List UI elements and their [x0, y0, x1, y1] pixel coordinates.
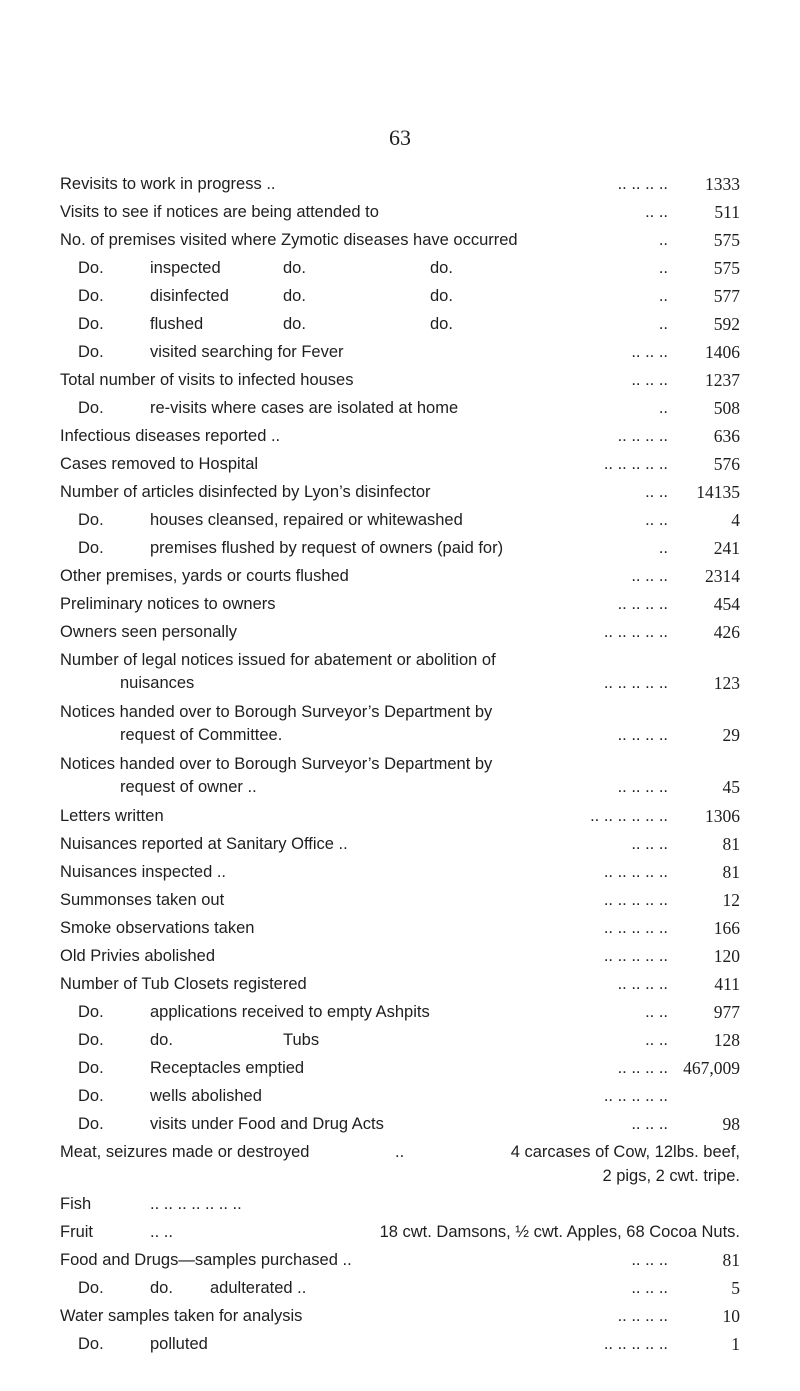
row-leader: .. .. .. [631, 1279, 668, 1297]
row-label: Notices handed over to Borough Surveyor’s Department by [60, 755, 493, 773]
table-row [60, 1110, 740, 1138]
table-row [60, 1054, 740, 1082]
row-column-c2: adulterated .. [210, 1279, 307, 1297]
row-value: 1 [731, 1334, 740, 1354]
row-leader: .. [658, 539, 668, 557]
row-label-continued: nuisances [120, 674, 195, 692]
row-value: 4 [731, 510, 740, 530]
row-value: 120 [713, 946, 740, 966]
row-value: 576 [713, 454, 740, 474]
table-row [60, 478, 740, 506]
table-row [60, 646, 740, 698]
row-leader: .. .. .. .. .. [603, 455, 668, 473]
row-value: 575 [713, 230, 740, 250]
table-row [60, 310, 740, 338]
row-label: Other premises, yards or courts flushed [60, 567, 349, 585]
row-leader: .. [658, 315, 668, 333]
row-label: Number of Tub Closets registered [60, 975, 307, 993]
row-leader: .. .. [645, 203, 668, 221]
row-leader: .. .. .. [631, 343, 668, 361]
row-value: 12 [722, 890, 740, 910]
row-label-continued: request of owner .. [120, 778, 257, 796]
row-leader: .. [658, 287, 668, 305]
row-column-c2: do. [283, 259, 306, 277]
row-value: 508 [713, 398, 740, 418]
row-value: 98 [722, 1114, 740, 1134]
row-label: Visits to see if notices are being attended to [60, 203, 379, 221]
table-row [60, 1082, 740, 1110]
table-row [60, 254, 740, 282]
row-leader: .. .. [150, 1223, 173, 1241]
table-row [60, 942, 740, 970]
row-label: Nuisances inspected .. [60, 863, 227, 881]
row-column-c1: wells abolished [150, 1087, 262, 1105]
row-column-c2: do. [283, 315, 306, 333]
table-row [60, 1330, 740, 1358]
row-leader: .. .. .. [631, 371, 668, 389]
table-row [60, 590, 740, 618]
table-row [60, 282, 740, 310]
row-leader: .. .. .. .. [617, 595, 668, 613]
row-value: 411 [714, 974, 740, 994]
row-ditto: Do. [78, 511, 104, 529]
row-leader: .. .. .. .. .. [603, 1087, 668, 1105]
row-ditto: Do. [78, 1115, 104, 1133]
row-leader: .. .. .. .. .. [603, 623, 668, 641]
row-label: Number of articles disinfected by Lyon’s disinfector [60, 483, 431, 501]
row-column-c1: inspected [150, 259, 221, 277]
row-label: Nuisances reported at Sanitary Office .. [60, 835, 348, 853]
row-value: 1333 [705, 174, 740, 194]
table-row [60, 998, 740, 1026]
row-label: Cases removed to Hospital [60, 455, 259, 473]
row-leader: .. .. .. .. .. [603, 919, 668, 937]
table-row [60, 366, 740, 394]
row-column-c1: visited searching for Fever [150, 343, 344, 361]
table-row [60, 338, 740, 366]
row-value: 1406 [705, 342, 740, 362]
table-row [60, 422, 740, 450]
row-value: 14135 [696, 482, 740, 502]
row-column-c1: do. [150, 1031, 173, 1049]
row-ditto: Do. [78, 1279, 104, 1297]
row-label: Meat, seizures made or destroyed [60, 1143, 310, 1161]
table-row [60, 698, 740, 750]
row-value: 18 cwt. Damsons, ½ cwt. Apples, 68 Cocoa Nuts. [379, 1223, 740, 1241]
table-row [60, 562, 740, 590]
row-column-c3: do. [430, 315, 453, 333]
table-row [60, 534, 740, 562]
row-column-c1: premises flushed by request of owners (paid for) [150, 539, 504, 557]
table-row [60, 1026, 740, 1054]
row-value: 592 [713, 314, 740, 334]
row-value: 636 [713, 426, 740, 446]
row-leader: .. .. .. .. [617, 1307, 668, 1325]
row-value: 467,009 [683, 1058, 740, 1078]
row-column-c1: disinfected [150, 287, 229, 305]
row-ditto: Do. [78, 539, 104, 557]
row-ditto: Do. [78, 399, 104, 417]
row-leader: .. .. [645, 511, 668, 529]
row-leader: .. .. .. .. [617, 1059, 668, 1077]
table-row [60, 198, 740, 226]
row-value: 2314 [705, 566, 740, 586]
row-value: 241 [713, 538, 740, 558]
row-column-c1: flushed [150, 315, 204, 333]
row-leader: .. .. .. .. .. .. [590, 807, 668, 825]
row-value: 10 [722, 1306, 740, 1326]
row-value: 166 [713, 918, 740, 938]
row-ditto: Do. [78, 1059, 104, 1077]
row-leader: .. [658, 231, 668, 249]
row-leader: .. .. .. .. [617, 975, 668, 993]
row-leader: .. .. .. .. .. [603, 674, 668, 692]
table-row [60, 394, 740, 422]
statistics-table [60, 170, 740, 1358]
table-row [60, 506, 740, 534]
row-leader: .. .. .. .. .. [603, 947, 668, 965]
row-column-c1: applications received to empty Ashpits [150, 1003, 430, 1021]
table-row-fish [60, 1190, 740, 1218]
row-value: 1306 [705, 806, 740, 826]
row-leader: .. [658, 259, 668, 277]
row-label: Letters written [60, 807, 164, 825]
row-label: Old Privies abolished [60, 947, 215, 965]
row-value: 29 [722, 725, 740, 745]
row-value: 1237 [705, 370, 740, 390]
row-ditto: Do. [78, 1003, 104, 1021]
row-leader: .. [395, 1143, 405, 1161]
row-column-c3: do. [430, 287, 453, 305]
table-row [60, 886, 740, 914]
row-label-continued: request of Committee. [120, 726, 283, 744]
row-leader: .. .. .. .. [617, 726, 668, 744]
row-label: Total number of visits to infected houses [60, 371, 354, 389]
row-label: Preliminary notices to owners [60, 595, 276, 613]
row-value: 454 [713, 594, 740, 614]
row-leader: .. .. .. [631, 1251, 668, 1269]
row-label: Number of legal notices issued for abatement or abolition of [60, 651, 496, 669]
row-column-c1: re-visits where cases are isolated at home [150, 399, 459, 417]
row-column-c3: do. [430, 259, 453, 277]
table-row-meat [60, 1138, 740, 1190]
row-value: 81 [722, 862, 740, 882]
row-value: 426 [713, 622, 740, 642]
row-column-c1: Receptacles emptied [150, 1059, 305, 1077]
row-leader: .. .. .. [631, 1115, 668, 1133]
row-ditto: Do. [78, 287, 104, 305]
row-ditto: Do. [78, 315, 104, 333]
row-column-c1: visits under Food and Drug Acts [150, 1115, 384, 1133]
row-value: 123 [713, 673, 740, 693]
row-leader: .. .. .. .. .. [603, 863, 668, 881]
table-row-fruit [60, 1218, 740, 1246]
row-label: No. of premises visited where Zymotic diseases have occurred [60, 231, 518, 249]
row-label: Infectious diseases reported .. [60, 427, 281, 445]
row-label: Smoke observations taken [60, 919, 255, 937]
table-row [60, 1302, 740, 1330]
table-row [60, 750, 740, 802]
row-value: 128 [713, 1030, 740, 1050]
row-ditto: Do. [78, 1087, 104, 1105]
row-value: 81 [722, 834, 740, 854]
table-row [60, 226, 740, 254]
row-value: 511 [714, 202, 740, 222]
row-label: Fruit [60, 1223, 93, 1241]
row-column-c1: polluted [150, 1335, 208, 1353]
table-row [60, 970, 740, 998]
row-column-c1: do. [150, 1279, 173, 1297]
table-row [60, 802, 740, 830]
row-value: 45 [722, 777, 740, 797]
table-row [60, 830, 740, 858]
row-label: Notices handed over to Borough Surveyor’s Department by [60, 703, 493, 721]
table-row [60, 914, 740, 942]
row-ditto: Do. [78, 1031, 104, 1049]
row-label: Fish [60, 1195, 92, 1213]
table-row [60, 858, 740, 886]
meat-line-2: 2 pigs, 2 cwt. tripe. [602, 1167, 740, 1185]
row-leader: .. .. [645, 1031, 668, 1049]
row-leader: .. .. .. .. .. .. .. [150, 1195, 242, 1213]
row-ditto: Do. [78, 259, 104, 277]
row-label: Summonses taken out [60, 891, 225, 909]
row-column-c1: houses cleansed, repaired or whitewashed [150, 511, 463, 529]
row-leader: .. .. .. [631, 567, 668, 585]
row-leader: .. .. [645, 483, 668, 501]
row-column-c2: Tubs [283, 1031, 320, 1049]
row-label: Water samples taken for analysis [60, 1307, 303, 1325]
row-value: 577 [713, 286, 740, 306]
row-ditto: Do. [78, 1335, 104, 1353]
page-number: 63 [389, 125, 411, 150]
row-value: 81 [722, 1250, 740, 1270]
row-ditto: Do. [78, 343, 104, 361]
row-label: Food and Drugs—samples purchased .. [60, 1251, 352, 1269]
row-leader: .. .. .. .. .. [603, 1335, 668, 1353]
row-label: Owners seen personally [60, 623, 238, 641]
table-row [60, 1246, 740, 1274]
table-row [60, 170, 740, 198]
row-leader: .. .. .. .. .. [603, 891, 668, 909]
row-column-c2: do. [283, 287, 306, 305]
row-leader: .. .. .. .. [617, 175, 668, 193]
row-leader: .. .. .. .. [617, 778, 668, 796]
table-row [60, 1274, 740, 1302]
table-row [60, 618, 740, 646]
table-row [60, 450, 740, 478]
row-leader: .. .. .. [631, 835, 668, 853]
row-value: 575 [713, 258, 740, 278]
row-leader: .. .. .. .. [617, 427, 668, 445]
row-value: 5 [731, 1278, 740, 1298]
row-leader: .. [658, 399, 668, 417]
row-leader: .. .. [645, 1003, 668, 1021]
meat-line-1: 4 carcases of Cow, 12lbs. beef, [510, 1143, 740, 1161]
row-value: 977 [713, 1002, 740, 1022]
row-label: Revisits to work in progress .. [60, 175, 276, 193]
